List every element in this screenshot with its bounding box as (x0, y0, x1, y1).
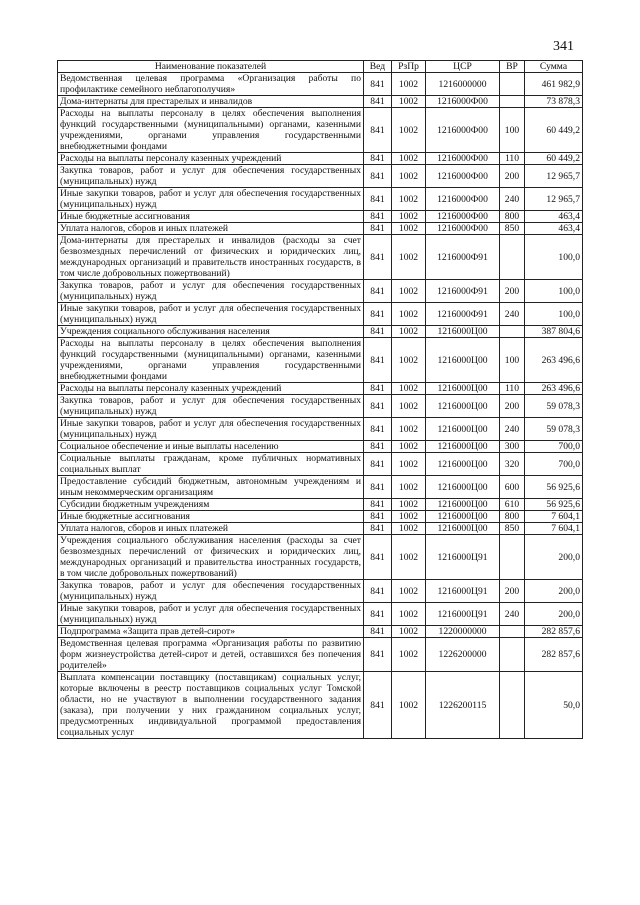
cell-ved: 841 (364, 165, 392, 188)
cell-csr: 1216000Ф00 (426, 96, 500, 108)
cell-name: Предоставление субсидий бюджетным, автономным учреждениям и иным некоммерческим организациям (58, 476, 364, 499)
cell-sum: 12 965,7 (525, 165, 583, 188)
cell-sum: 73 878,3 (525, 96, 583, 108)
cell-sum: 7 604,1 (525, 523, 583, 535)
table-row (58, 580, 583, 603)
cell-name: Иные закупки товаров, работ и услуг для обеспечения государственных (муниципальных) нужд (58, 303, 364, 326)
cell-vr: 100 (500, 108, 525, 153)
cell-ved: 841 (364, 395, 392, 418)
cell-name: Закупка товаров, работ и услуг для обеспечения государственных (муниципальных) нужд (58, 165, 364, 188)
cell-rzpr: 1002 (392, 453, 426, 476)
cell-rzpr: 1002 (392, 223, 426, 235)
cell-csr: 1216000Ф91 (426, 235, 500, 280)
column-header-sum: Сумма (525, 61, 583, 73)
cell-csr: 1216000Ц00 (426, 326, 500, 338)
cell-rzpr: 1002 (392, 165, 426, 188)
table-row (58, 235, 583, 280)
cell-sum: 387 804,6 (525, 326, 583, 338)
cell-name: Дома-интернаты для престарелых и инвалидов (расходы за счет безвозмездных перечислений от физических и юридических лиц, международных организаций и правительств иностранных государств, в том числе добровольных пожертвований) (58, 235, 364, 280)
cell-ved: 841 (364, 303, 392, 326)
table-header-row (58, 61, 583, 73)
cell-ved: 841 (364, 535, 392, 580)
cell-vr: 240 (500, 418, 525, 441)
table-row (58, 511, 583, 523)
cell-csr: 1216000000 (426, 73, 500, 96)
cell-csr: 1216000Ц00 (426, 441, 500, 453)
column-header-name: Наименование показателей (58, 61, 364, 73)
table-row (58, 153, 583, 165)
table-row (58, 73, 583, 96)
table-row (58, 96, 583, 108)
cell-name: Иные закупки товаров, работ и услуг для обеспечения государственных (муниципальных) нужд (58, 603, 364, 626)
cell-name: Уплата налогов, сборов и иных платежей (58, 523, 364, 535)
cell-vr: 200 (500, 165, 525, 188)
cell-name: Иные бюджетные ассигнования (58, 211, 364, 223)
cell-name: Ведомственная целевая программа «Организация работы по развитию форм жизнеустройства детей-сирот и детей, оставшихся без попечения родителей» (58, 638, 364, 672)
cell-ved: 841 (364, 223, 392, 235)
cell-rzpr: 1002 (392, 523, 426, 535)
cell-csr: 1216000Ц91 (426, 603, 500, 626)
cell-ved: 841 (364, 235, 392, 280)
table-row (58, 499, 583, 511)
cell-sum: 282 857,6 (525, 638, 583, 672)
cell-vr: 240 (500, 188, 525, 211)
table-row (58, 441, 583, 453)
cell-sum: 100,0 (525, 235, 583, 280)
cell-rzpr: 1002 (392, 535, 426, 580)
cell-vr: 850 (500, 523, 525, 535)
cell-name: Иные бюджетные ассигнования (58, 511, 364, 523)
cell-csr: 1216000Ф91 (426, 303, 500, 326)
cell-csr: 1216000Ц00 (426, 338, 500, 383)
cell-vr: 110 (500, 383, 525, 395)
cell-vr: 240 (500, 603, 525, 626)
cell-rzpr: 1002 (392, 499, 426, 511)
cell-sum: 50,0 (525, 672, 583, 739)
table-row (58, 223, 583, 235)
cell-csr: 1216000Ц00 (426, 499, 500, 511)
cell-vr (500, 626, 525, 638)
cell-rzpr: 1002 (392, 96, 426, 108)
cell-ved: 841 (364, 96, 392, 108)
cell-sum: 463,4 (525, 223, 583, 235)
cell-sum: 263 496,6 (525, 383, 583, 395)
cell-vr: 240 (500, 303, 525, 326)
cell-ved: 841 (364, 626, 392, 638)
cell-ved: 841 (364, 580, 392, 603)
cell-vr: 850 (500, 223, 525, 235)
page-number: 341 (553, 39, 574, 54)
cell-vr: 300 (500, 441, 525, 453)
budget-table (57, 60, 583, 739)
cell-rzpr: 1002 (392, 441, 426, 453)
cell-rzpr: 1002 (392, 280, 426, 303)
cell-sum: 463,4 (525, 211, 583, 223)
cell-name: Дома-интернаты для престарелых и инвалидов (58, 96, 364, 108)
cell-name: Расходы на выплаты персоналу казенных учреждений (58, 383, 364, 395)
column-header-ved: Вед (364, 61, 392, 73)
cell-csr: 1226200115 (426, 672, 500, 739)
cell-rzpr: 1002 (392, 383, 426, 395)
cell-vr: 800 (500, 511, 525, 523)
cell-ved: 841 (364, 476, 392, 499)
cell-name: Иные закупки товаров, работ и услуг для обеспечения государственных (муниципальных) нужд (58, 418, 364, 441)
cell-csr: 1216000Ц00 (426, 476, 500, 499)
cell-ved: 841 (364, 188, 392, 211)
cell-rzpr: 1002 (392, 303, 426, 326)
cell-sum: 263 496,6 (525, 338, 583, 383)
cell-sum: 60 449,2 (525, 108, 583, 153)
cell-ved: 841 (364, 453, 392, 476)
cell-csr: 1216000Ф91 (426, 280, 500, 303)
cell-rzpr: 1002 (392, 73, 426, 96)
cell-ved: 841 (364, 326, 392, 338)
table-row (58, 188, 583, 211)
cell-ved: 841 (364, 153, 392, 165)
cell-vr (500, 73, 525, 96)
cell-name: Расходы на выплаты персоналу в целях обеспечения выполнения функций государственными (муниципальными) органами, казенными учреждениями, органами управления государственными внебюджетными фондами (58, 338, 364, 383)
table-row (58, 523, 583, 535)
table-row (58, 476, 583, 499)
cell-name: Подпрограмма «Защита прав детей-сирот» (58, 626, 364, 638)
cell-rzpr: 1002 (392, 672, 426, 739)
cell-vr: 200 (500, 580, 525, 603)
cell-rzpr: 1002 (392, 511, 426, 523)
table-row (58, 326, 583, 338)
cell-csr: 1216000Ф00 (426, 165, 500, 188)
table-row (58, 165, 583, 188)
cell-rzpr: 1002 (392, 211, 426, 223)
cell-sum: 12 965,7 (525, 188, 583, 211)
table-row (58, 280, 583, 303)
column-header-vr: ВР (500, 61, 525, 73)
cell-ved: 841 (364, 603, 392, 626)
cell-ved: 841 (364, 280, 392, 303)
cell-ved: 841 (364, 511, 392, 523)
cell-rzpr: 1002 (392, 235, 426, 280)
table-row (58, 383, 583, 395)
cell-ved: 841 (364, 672, 392, 739)
cell-sum: 200,0 (525, 535, 583, 580)
cell-csr: 1216000Ф00 (426, 223, 500, 235)
cell-rzpr: 1002 (392, 153, 426, 165)
cell-ved: 841 (364, 211, 392, 223)
cell-ved: 841 (364, 383, 392, 395)
cell-ved: 841 (364, 418, 392, 441)
cell-ved: 841 (364, 108, 392, 153)
cell-ved: 841 (364, 441, 392, 453)
cell-vr (500, 326, 525, 338)
cell-rzpr: 1002 (392, 626, 426, 638)
cell-vr: 100 (500, 338, 525, 383)
cell-name: Расходы на выплаты персоналу в целях обеспечения выполнения функций государственными (муниципальными) органами, казенными учреждениями, органами управления государственными внебюджетными фондами (58, 108, 364, 153)
cell-csr: 1216000Ф00 (426, 108, 500, 153)
cell-rzpr: 1002 (392, 638, 426, 672)
cell-name: Учреждения социального обслуживания населения (58, 326, 364, 338)
cell-vr (500, 96, 525, 108)
cell-csr: 1216000Ц00 (426, 511, 500, 523)
cell-vr: 200 (500, 395, 525, 418)
cell-name: Уплата налогов, сборов и иных платежей (58, 223, 364, 235)
cell-csr: 1216000Ц00 (426, 383, 500, 395)
table-row (58, 638, 583, 672)
table-row (58, 453, 583, 476)
cell-vr: 110 (500, 153, 525, 165)
cell-ved: 841 (364, 73, 392, 96)
cell-sum: 100,0 (525, 303, 583, 326)
table-row (58, 303, 583, 326)
cell-rzpr: 1002 (392, 603, 426, 626)
cell-sum: 200,0 (525, 603, 583, 626)
cell-csr: 1226200000 (426, 638, 500, 672)
table-row (58, 535, 583, 580)
cell-rzpr: 1002 (392, 395, 426, 418)
cell-csr: 1216000Ц00 (426, 453, 500, 476)
cell-sum: 200,0 (525, 580, 583, 603)
cell-ved: 841 (364, 499, 392, 511)
cell-rzpr: 1002 (392, 580, 426, 603)
cell-vr (500, 235, 525, 280)
cell-csr: 1216000Ц00 (426, 395, 500, 418)
table-row (58, 603, 583, 626)
cell-vr (500, 638, 525, 672)
cell-vr (500, 535, 525, 580)
cell-rzpr: 1002 (392, 476, 426, 499)
cell-sum: 700,0 (525, 441, 583, 453)
cell-csr: 1216000Ц91 (426, 535, 500, 580)
table-row (58, 418, 583, 441)
cell-csr: 1216000Ф00 (426, 153, 500, 165)
cell-name: Социальные выплаты гражданам, кроме публичных нормативных социальных выплат (58, 453, 364, 476)
cell-sum: 56 925,6 (525, 499, 583, 511)
cell-rzpr: 1002 (392, 188, 426, 211)
cell-name: Субсидии бюджетным учреждениям (58, 499, 364, 511)
cell-csr: 1216000Ф00 (426, 188, 500, 211)
cell-sum: 59 078,3 (525, 395, 583, 418)
cell-sum: 282 857,6 (525, 626, 583, 638)
cell-vr: 800 (500, 211, 525, 223)
cell-sum: 56 925,6 (525, 476, 583, 499)
cell-name: Социальное обеспечение и иные выплаты населению (58, 441, 364, 453)
cell-sum: 100,0 (525, 280, 583, 303)
cell-name: Ведомственная целевая программа «Организация работы по профилактике семейного неблагополучия» (58, 73, 364, 96)
cell-vr: 200 (500, 280, 525, 303)
cell-name: Закупка товаров, работ и услуг для обеспечения государственных (муниципальных) нужд (58, 580, 364, 603)
cell-vr (500, 672, 525, 739)
cell-ved: 841 (364, 638, 392, 672)
cell-vr: 320 (500, 453, 525, 476)
cell-ved: 841 (364, 523, 392, 535)
cell-vr: 600 (500, 476, 525, 499)
table-row (58, 626, 583, 638)
cell-rzpr: 1002 (392, 338, 426, 383)
cell-csr: 1216000Ф00 (426, 211, 500, 223)
cell-sum: 7 604,1 (525, 511, 583, 523)
cell-rzpr: 1002 (392, 418, 426, 441)
cell-csr: 1216000Ц00 (426, 418, 500, 441)
table-row (58, 338, 583, 383)
column-header-rzpr: РзПр (392, 61, 426, 73)
cell-sum: 59 078,3 (525, 418, 583, 441)
cell-csr: 1216000Ц00 (426, 523, 500, 535)
cell-csr: 1220000000 (426, 626, 500, 638)
cell-sum: 700,0 (525, 453, 583, 476)
cell-rzpr: 1002 (392, 108, 426, 153)
cell-sum: 461 982,9 (525, 73, 583, 96)
cell-name: Учреждения социального обслуживания населения (расходы за счет безвозмездных перечислений от физических и юридических лиц, международных организаций и правительства иностранных государств, в том числе добровольных пожертвований) (58, 535, 364, 580)
table-row (58, 395, 583, 418)
cell-name: Иные закупки товаров, работ и услуг для обеспечения государственных (муниципальных) нужд (58, 188, 364, 211)
table-row (58, 108, 583, 153)
table-row (58, 672, 583, 739)
cell-vr: 610 (500, 499, 525, 511)
cell-name: Выплата компенсации поставщику (поставщикам) социальных услуг, которые включены в реестр поставщиков социальных услуг Томской области, но не участвуют в выполнении государственного задания (заказа), при получении у них гражданином социальных услуг, предусмотренных индивидуальной программой предоставления социальных услуг (58, 672, 364, 739)
table-body (58, 73, 583, 739)
column-header-csr: ЦСР (426, 61, 500, 73)
table-row (58, 211, 583, 223)
cell-csr: 1216000Ц91 (426, 580, 500, 603)
cell-sum: 60 449,2 (525, 153, 583, 165)
cell-name: Закупка товаров, работ и услуг для обеспечения государственных (муниципальных) нужд (58, 395, 364, 418)
cell-rzpr: 1002 (392, 326, 426, 338)
cell-ved: 841 (364, 338, 392, 383)
cell-name: Расходы на выплаты персоналу казенных учреждений (58, 153, 364, 165)
cell-name: Закупка товаров, работ и услуг для обеспечения государственных (муниципальных) нужд (58, 280, 364, 303)
